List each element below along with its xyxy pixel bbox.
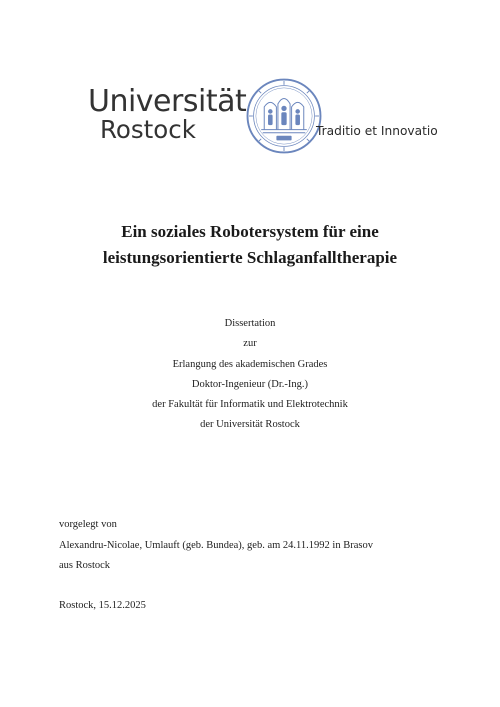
author-details: Alexandru-Nicolae, Umlauft (geb. Bundea), geb. am 24.11.1992 in Brasov [59,540,373,551]
dissertation-title-line1: Ein soziales Robotersystem für eine [121,222,379,241]
university-seal-icon [246,78,322,154]
document-type: Dissertation [224,318,276,329]
degree-name: Doktor-Ingenieur (Dr.-Ing.) [191,379,309,390]
university-motto: Traditio et Innovatio [316,124,438,138]
submitted-by-label: vorgelegt von [59,519,117,530]
place-and-date: Rostock, 15.12.2025 [59,600,146,611]
dissertation-title-line2: leistungsorientierte Schlaganfalltherapie [102,248,398,267]
purpose-line-degree-intro: Erlangung des akademischen Grades [172,359,328,370]
university-wordmark [88,84,247,144]
university-logo [88,78,438,158]
wordmark-line1: Universität [88,84,247,119]
author-origin: aus Rostock [59,560,111,571]
purpose-line-zur: zur [243,338,257,349]
university-name: der Universität Rostock [200,419,300,430]
faculty-name: der Fakultät für Informatik und Elektrotechnik [152,399,348,410]
wordmark-line2: Rostock [100,115,196,144]
